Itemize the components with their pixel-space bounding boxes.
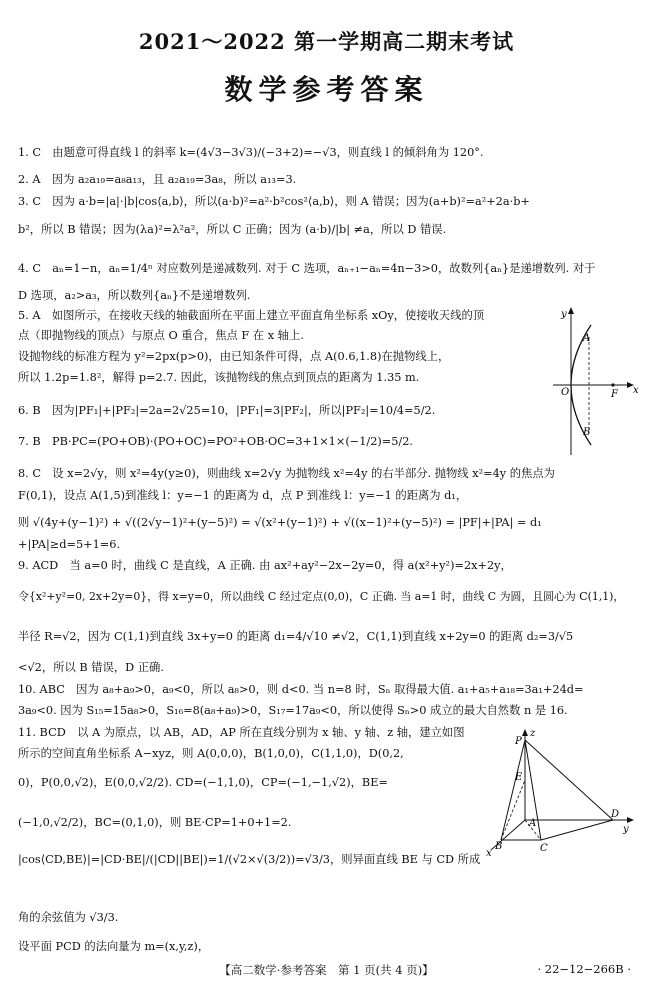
answer-line: b²，所以 B 错误；因为(λa)²=λ²a²，所以 C 正确；因为 (a·b)/|b| ≠a，所以 D 错误. xyxy=(18,223,447,236)
focus-point xyxy=(611,383,614,386)
answer-line: 7. B PB·PC=(PO+OB)·(PO+OC)=PO²+OB·OC=3+1×1×(−1/2)=5/2. xyxy=(18,435,414,448)
footer-code: · 22−12−266B · xyxy=(537,962,631,976)
answer-line: 令{x²+y²=0, 2x+2y=0}，得 x=y=0，所以曲线 C 经过定点(0,0)，C 正确. 当 a=1 时，曲线 C 为圆，且圆心为 C(1,1)， xyxy=(18,590,625,603)
label-a: A xyxy=(583,333,591,344)
answer-line: 3a₉<0. 因为 S₁₅=15a₈>0，S₁₆=8(a₈+a₉)>0，S₁₇=17a₉<0，所以使得 Sₙ>0 成立的最大自然数 n 是 16. xyxy=(18,704,568,717)
label-b: B xyxy=(583,427,591,438)
answer-line: (−1,0,√2/2)，BC=(0,1,0)，则 BE·CP=1+0+1=2. xyxy=(18,816,292,829)
answer-line: 4. C aₙ=1−n，aₙ=1/4ⁿ 对应数列是递减数列. 对于 C 选项，aₙ₊₁−aₙ=4n−3>0，故数列{aₙ}是递增数列. 对于 xyxy=(18,262,596,275)
document-title: 2021～2022 第一学期高二期末考试 xyxy=(138,29,515,54)
label-z: z xyxy=(530,728,536,739)
y-axis-arrow xyxy=(568,307,574,314)
footer-page-info: 【高二数学·参考答案 第 1 页(共 4 页)】 xyxy=(219,963,434,977)
answer-line: 所以 1.2p=1.8²，解得 p=2.7. 因此，该抛物线的焦点到顶点的距离为 1.35 m. xyxy=(18,371,420,384)
edge-pd xyxy=(525,740,613,820)
answer-line: 9. ACD 当 a=0 时，曲线 C 是直线，A 正确. 由 ax²+ay²−2x−2y=0，得 a(x²+y²)=2x+2y， xyxy=(18,559,512,572)
label-y: y xyxy=(561,309,567,320)
answer-line: 半径 R=√2，因为 C(1,1)到直线 3x+y=0 的距离 d₁=4/√10 ≠√2，C(1,1)到直线 x+2y=0 的距离 d₂=3/√5 xyxy=(18,630,574,643)
z-axis-arrow xyxy=(522,729,528,736)
answer-line: D 选项，a₂>a₃，所以数列{aₙ}不是递增数列. xyxy=(18,289,251,302)
answer-line: 设抛物线的标准方程为 y²=2px(p>0)，由已知条件可得，点 A(0.6,1.8)在抛物线上， xyxy=(18,350,450,363)
answer-line: <√2，所以 B 错误，D 正确. xyxy=(18,661,164,674)
answer-line: F(0,1)，设点 A(1,5)到准线 l：y=−1 的距离为 d，点 P 到准线 l：y=−1 的距离为 d₁， xyxy=(18,489,468,502)
edge-pb xyxy=(501,740,525,840)
answer-line: 6. B 因为|PF₁|+|PF₂|=2a=2√25=10，|PF₁|=3|PF₂|，所以|PF₂|=10/4=5/2. xyxy=(18,404,436,417)
y-axis-3d-arrow xyxy=(627,817,634,823)
label-d: D xyxy=(611,809,620,820)
label-o: O xyxy=(561,387,570,398)
answer-line: |cos⟨CD,BE⟩|=|CD·BE|/(|CD||BE|)=1/(√2×√(3/2))=√3/3，则异面直线 BE 与 CD 所成 xyxy=(18,853,481,866)
pyramid-figure xyxy=(485,728,635,858)
label-b: B xyxy=(495,841,503,852)
answer-line: 所示的空间直角坐标系 A−xyz，则 A(0,0,0)，B(1,0,0)，C(1,1,0)，D(0,2, xyxy=(18,747,404,760)
answer-line: +|PA|≥d=5+1=6. xyxy=(18,538,121,551)
answer-line: 2. A 因为 a₂a₁₉=a₈a₁₃，且 a₂a₁₉=3a₈，所以 a₁₃=3. xyxy=(18,173,297,186)
answer-line: 10. ABC 因为 a₈+a₉>0，a₉<0，所以 a₈>0，则 d<0. 当 n=8 时，Sₙ 取得最大值. a₁+a₅+a₁₈=3a₁+24d= xyxy=(18,683,584,696)
label-p: P xyxy=(515,736,522,747)
answer-line: 0)，P(0,0,√2)，E(0,0,√2/2). CD=(−1,1,0)，CP=(−1,−1,√2)，BE= xyxy=(18,776,388,789)
label-x: x xyxy=(486,848,492,858)
answer-line: 点（即抛物线的顶点）与原点 O 重合，焦点 F 在 x 轴上. xyxy=(18,329,304,342)
label-a: A xyxy=(529,818,537,829)
answer-line: 5. A 如图所示，在接收天线的轴截面所在平面上建立平面直角坐标系 xOy，使接收天线的顶 xyxy=(18,309,485,322)
label-y: y xyxy=(623,824,629,835)
edge-cd xyxy=(541,820,613,840)
answer-line: 8. C 设 x=2√y，则 x²=4y(y≥0)，则曲线 x=2√y 为抛物线 x²=4y 的右半部分. 抛物线 x²=4y 的焦点为 xyxy=(18,467,555,480)
label-x: x xyxy=(633,385,639,396)
answer-line: 1. C 由题意可得直线 l 的斜率 k=(4√3−3√3)/(−3+2)=−√3，则直线 l 的倾斜角为 120°. xyxy=(18,146,484,159)
answer-line: 设平面 PCD 的法向量为 m=(x,y,z)， xyxy=(18,940,210,953)
answer-line: 角的余弦值为 √3/3. xyxy=(18,911,119,924)
label-f: F xyxy=(611,389,618,400)
label-e: E xyxy=(515,772,523,783)
document-subtitle: 数学参考答案 xyxy=(224,73,429,106)
answer-line: 11. BCD 以 A 为原点，以 AB，AD，AP 所在直线分别为 x 轴、y 轴、z 轴，建立如图 xyxy=(18,726,465,739)
parabola-figure xyxy=(545,305,645,460)
answer-line: 则 √(4y+(y−1)²) + √((2√y−1)²+(y−5)²) = √(x²+(y−1)²) + √((x−1)²+(y−5)²) = |PF|+|PA| = d₁ xyxy=(18,516,542,529)
answer-line: 3. C 因为 a·b=|a|·|b|cos⟨a,b⟩，所以(a·b)²=a²·b²cos²⟨a,b⟩，则 A 错误；因为(a+b)²=a²+2a·b+ xyxy=(18,195,530,208)
label-c: C xyxy=(540,843,548,854)
